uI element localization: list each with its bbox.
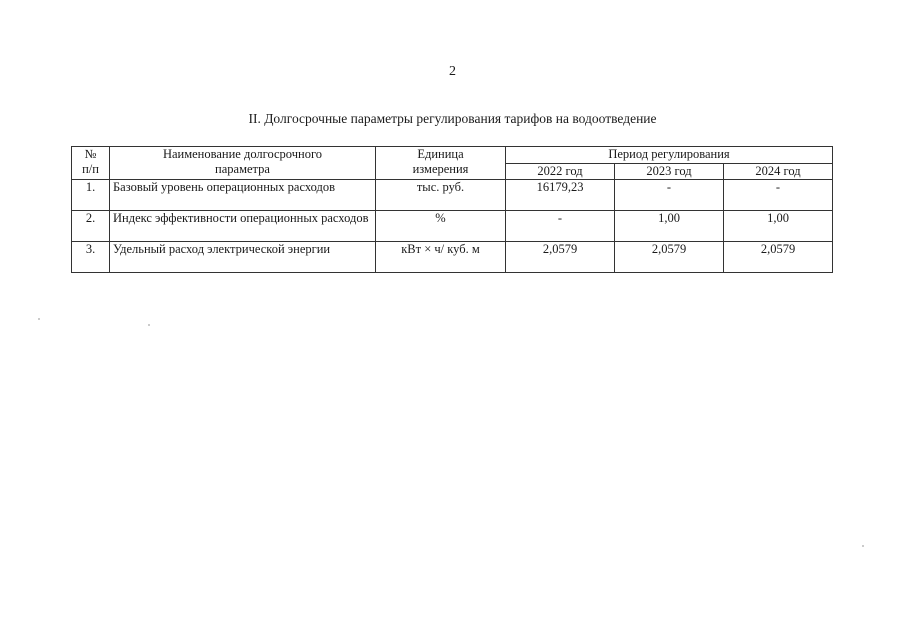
row-parameter-name: Удельный расход электрической энергии [110,242,376,273]
header-unit [376,147,506,180]
row-value-2024: 1,00 [724,211,833,242]
header-name-line-1: Наименование долгосрочного [162,147,323,161]
table-row [72,180,833,211]
row-parameter-name: Индекс эффективности операционных расходов [110,211,376,242]
row-unit: % [376,211,506,242]
parameters-table [71,146,833,273]
row-number: 1. [72,180,110,211]
row-number: 3. [72,242,110,273]
header-parameter-name [110,147,376,180]
row-value-2022: - [506,211,615,242]
row-value-2023: 2,0579 [615,242,724,273]
row-value-2023: - [615,180,724,211]
header-period: Период регулирования [506,147,833,164]
row-number: 2. [72,211,110,242]
scan-speck [148,324,150,326]
row-parameter-name: Базовый уровень операционных расходов [110,180,376,211]
table-row [72,211,833,242]
header-unit-line-1: Единица [417,147,464,161]
table-row [72,242,833,273]
row-value-2023: 1,00 [615,211,724,242]
row-unit: тыс. руб. [376,180,506,211]
scan-speck [38,318,40,320]
row-value-2024: - [724,180,833,211]
header-unit-line-2: измерения [412,162,469,176]
document-title: II. Долгосрочные параметры регулирования тарифов на водоотведение [248,111,657,126]
header-year-2024: 2024 год [724,164,833,180]
header-number-line-1: № [84,147,97,161]
header-number [72,147,110,180]
scan-speck [862,545,864,547]
row-value-2024: 2,0579 [724,242,833,273]
row-unit: кВт × ч/ куб. м [376,242,506,273]
header-year-2023: 2023 год [615,164,724,180]
row-value-2022: 2,0579 [506,242,615,273]
table-header-row [72,147,833,164]
header-number-line-2: п/п [82,162,99,176]
header-year-2022: 2022 год [506,164,615,180]
row-value-2022: 16179,23 [506,180,615,211]
page-number: 2 [449,64,456,79]
header-name-line-2: параметра [215,162,270,176]
